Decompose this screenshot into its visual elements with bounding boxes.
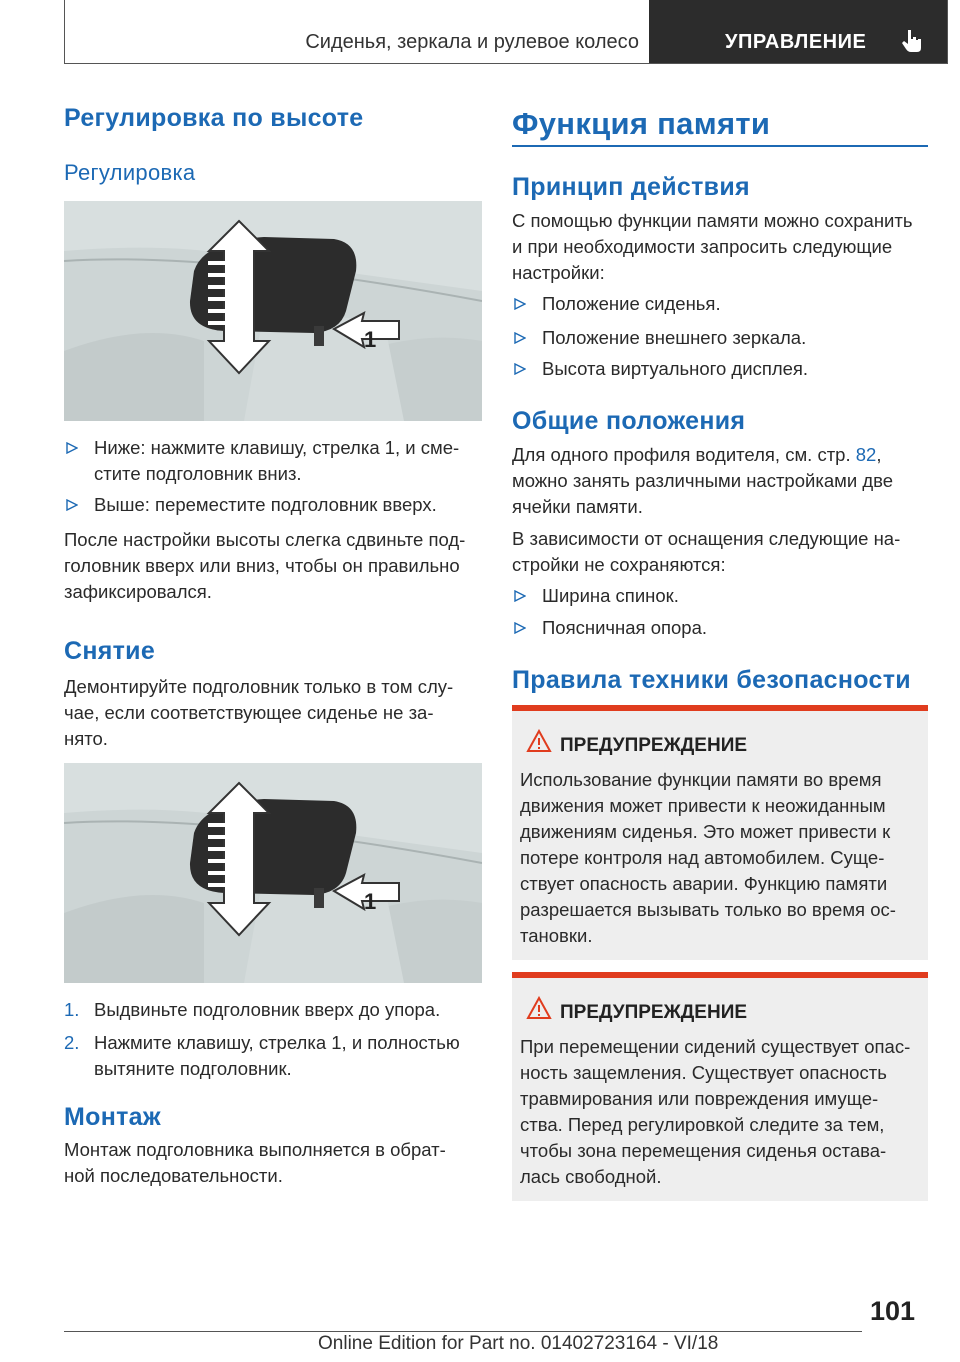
list-item: [512, 291, 928, 317]
warning-line: потере контроля над автомобилем. Суще-: [520, 847, 885, 868]
headrest-illustration-1: [64, 201, 482, 421]
list-item: [512, 583, 928, 609]
page-link[interactable]: 82: [855, 444, 877, 465]
warning-title: ПРЕДУПРЕЖДЕНИЕ: [560, 1002, 748, 1023]
warning-line: ность защемления. Существует опасность: [520, 1062, 887, 1083]
paragraph-line: настройки:: [512, 262, 605, 283]
bullet-text: Положение внешнего зеркала.: [542, 327, 807, 348]
bullet-text: Поясничная опора.: [542, 617, 708, 638]
paragraph: [512, 526, 928, 578]
heading-remove: Снятие: [64, 637, 156, 665]
paragraph: [64, 527, 482, 605]
page-header: [64, 0, 948, 64]
bullet-text: стите подголовник вниз.: [94, 463, 302, 484]
warning-line: лась свободной.: [520, 1166, 662, 1187]
paragraph-line: Демонтируйте подголовник только в том слу-: [64, 676, 454, 697]
paragraph-line: В зависимости от оснащения следующие на-: [512, 528, 901, 549]
paragraph: [64, 1137, 482, 1189]
paragraph: [512, 442, 928, 520]
triangle-bullet-icon: [514, 332, 526, 344]
heading-rule: [512, 145, 928, 147]
warning-line: чтобы зона перемещения сиденья остава-: [520, 1140, 887, 1161]
footer-edition: Online Edition for Part no. 01402723164 - VI/18: [318, 1333, 719, 1354]
headrest-drawing: [64, 763, 482, 983]
list-item: [512, 356, 928, 382]
paragraph: [64, 674, 482, 752]
list-item: [64, 997, 482, 1023]
paragraph-line: зафиксировался.: [64, 581, 212, 602]
list-item: [512, 615, 928, 641]
triangle-bullet-icon: [66, 499, 78, 511]
triangle-bullet-icon: [514, 363, 526, 375]
warning-box: [512, 972, 928, 1201]
triangle-bullet-icon: [514, 298, 526, 310]
page-number: 101: [870, 1296, 916, 1326]
triangle-bullet-icon: [514, 590, 526, 602]
paragraph-line: С помощью функции памяти можно сохранить: [512, 210, 913, 231]
step-text: Выдвиньте подголовник вверх до упора.: [94, 999, 441, 1020]
warning-triangle-icon: [526, 996, 552, 1020]
bullet-text: Выше: переместите подголовник вверх.: [94, 494, 437, 515]
paragraph-line: нято.: [64, 728, 108, 749]
step-number: 1.: [64, 999, 80, 1020]
paragraph-line: можно занять различными настройками две: [512, 470, 894, 491]
paragraph-line: После настройки высоты слегка сдвиньте под-: [64, 529, 466, 550]
warning-line: При перемещении сидений существует опас-: [520, 1036, 911, 1057]
callout-1: 1: [364, 889, 377, 914]
hand-pointer-icon: [899, 28, 925, 54]
warning-line: ствует опасность аварии. Функцию памяти: [520, 873, 888, 894]
heading-general: Общие положения: [512, 407, 746, 435]
warning-text: [520, 1034, 926, 1190]
header-chapter-tab: [649, 0, 947, 63]
step-text: Нажмите клавишу, стрелка 1, и полностью: [94, 1032, 460, 1053]
warning-line: движения может привести к неожиданным: [520, 795, 886, 816]
triangle-bullet-icon: [514, 622, 526, 634]
callout-1: 1: [364, 327, 377, 352]
heading-principle: Принцип действия: [512, 173, 750, 201]
paragraph-line: и при необходимости запросить следующие: [512, 236, 893, 257]
heading-safety: Правила техники безопасности: [512, 666, 911, 694]
header-chapter-label: УПРАВЛЕНИЕ: [725, 31, 867, 53]
list-item: [64, 435, 482, 487]
bullet-text: Ниже: нажмите клавишу, стрелка 1, и сме-: [94, 437, 460, 458]
warning-line: Использование функции памяти во время: [520, 769, 882, 790]
warning-text: [520, 767, 926, 949]
list-item: [64, 1030, 482, 1082]
triangle-bullet-icon: [66, 442, 78, 454]
paragraph-line: Монтаж подголовника выполняется в обрат-: [64, 1139, 446, 1160]
headrest-drawing: [64, 201, 482, 421]
list-item: [64, 492, 482, 518]
bullet-text: Высота виртуального дисплея.: [542, 358, 809, 379]
headrest-illustration-2: [64, 763, 482, 983]
subheading-adjust: Регулировка: [64, 160, 196, 185]
list-item: [512, 325, 928, 351]
paragraph-line: ячейки памяти.: [512, 496, 643, 517]
warning-line: травмирования или повреждения имуще-: [520, 1088, 879, 1109]
warning-line: тановки.: [520, 925, 593, 946]
paragraph: [512, 208, 928, 286]
warning-box: [512, 705, 928, 960]
heading-mount: Монтаж: [64, 1103, 161, 1131]
warning-line: разрешается вызывать только во время ос-: [520, 899, 896, 920]
paragraph-line: чае, если соответствующее сиденье не за-: [64, 702, 434, 723]
warning-triangle-icon: [526, 729, 552, 753]
bullet-text: Ширина спинок.: [542, 585, 679, 606]
paragraph-text: Для одного профиля водителя, см. стр.: [512, 444, 856, 465]
heading-height-adjust: Регулировка по высоте: [64, 104, 364, 132]
footer-rule: [64, 1331, 862, 1332]
heading-memory-function: Функция памяти: [512, 106, 771, 141]
paragraph-line: ной последовательности.: [64, 1165, 283, 1186]
step-number: 2.: [64, 1032, 80, 1053]
warning-line: движениям сиденья. Это может привести к: [520, 821, 891, 842]
step-text: вытяните подголовник.: [94, 1058, 292, 1079]
paragraph-line: головник вверх или вниз, чтобы он правильно: [64, 555, 460, 576]
bullet-text: Положение сиденья.: [542, 293, 721, 314]
warning-line: ства. Перед регулировкой следите за тем,: [520, 1114, 885, 1135]
header-section-title: Сиденья, зеркала и рулевое колесо: [305, 31, 639, 53]
warning-title: ПРЕДУПРЕЖДЕНИЕ: [560, 735, 748, 756]
paragraph-text: ,: [876, 444, 882, 465]
paragraph-line: стройки не сохраняются:: [512, 554, 726, 575]
